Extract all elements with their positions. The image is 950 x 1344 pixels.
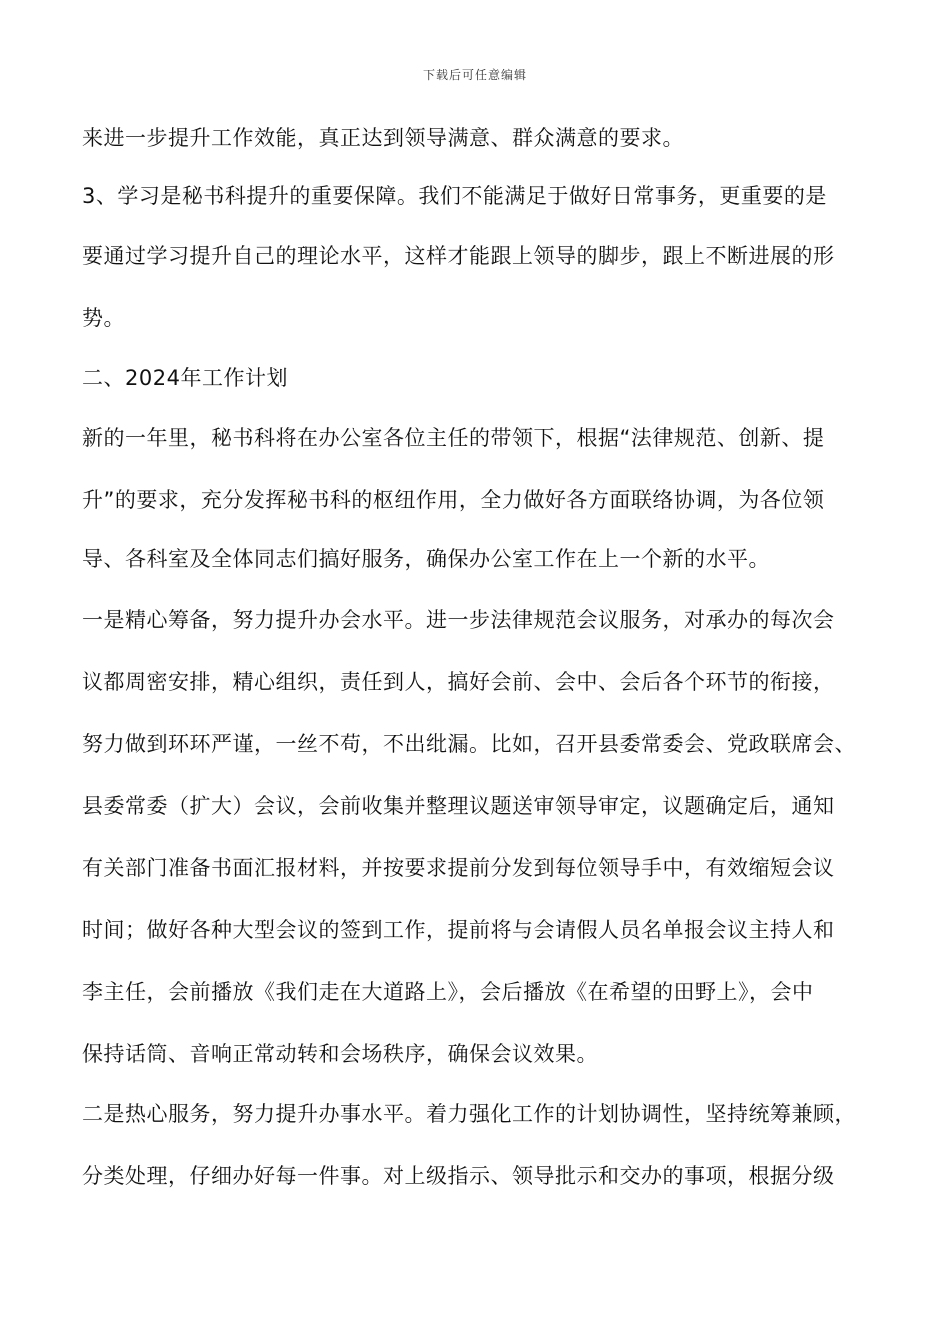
text-line: 县委常委（扩大）会议，会前收集并整理议题送审领导审定，议题确定后，通知 — [82, 794, 835, 818]
text-line: 3、学习是秘书科提升的重要保障。我们不能满足于做好日常事务，更重要的是 — [82, 184, 827, 208]
text-line: 升”的要求，充分发挥秘书科的枢纽作用，全力做好各方面联络协调，为各位领 — [82, 488, 825, 512]
text-line: 新的一年里，秘书科将在办公室各位主任的带领下，根据“法律规范、创新、提 — [82, 426, 825, 450]
text-line: 来进一步提升工作效能，真正达到领导满意、群众满意的要求。 — [82, 126, 684, 150]
text-line: 有关部门准备书面汇报材料，并按要求提前分发到每位领导手中，有效缩短会议 — [82, 856, 835, 880]
text-line: 李主任，会前播放《我们走在大道路上》，会后播放《在希望的田野上》，会中 — [82, 980, 814, 1004]
text-line: 导、各科室及全体同志们搞好服务，确保办公室工作在上一个新的水平。 — [82, 547, 770, 571]
text-line: 保持话筒、音响正常动转和会场秩序，确保会议效果。 — [82, 1042, 598, 1066]
download-note: 下载后可任意编辑 — [422, 68, 527, 82]
text-line: 一是精心筹备，努力提升办会水平。进一步法律规范会议服务，对承办的每次会 — [82, 608, 835, 632]
text-line: 分类处理，仔细办好每一件事。对上级指示、领导批示和交办的事项，根据分级 — [82, 1164, 835, 1188]
text-line: 势。 — [82, 306, 125, 330]
text-line: 要通过学习提升自己的理论水平，这样才能跟上领导的脚步，跟上不断进展的形 — [82, 244, 835, 268]
text-line: 时间；做好各种大型会议的签到工作，提前将与会请假人员名单报会议主持人和 — [82, 918, 835, 942]
text-line: 努力做到环环严谨，一丝不苟，不出纰漏。比如，召开县委常委会、党政联席会、 — [82, 732, 856, 756]
text-line: 二是热心服务，努力提升办事水平。着力强化工作的计划协调性，坚持统筹兼顾， — [82, 1102, 856, 1126]
section-heading: 二、2024年工作计划 — [82, 366, 288, 390]
text-line: 议都周密安排，精心组织，责任到人，搞好会前、会中、会后各个环节的衔接， — [82, 670, 835, 694]
